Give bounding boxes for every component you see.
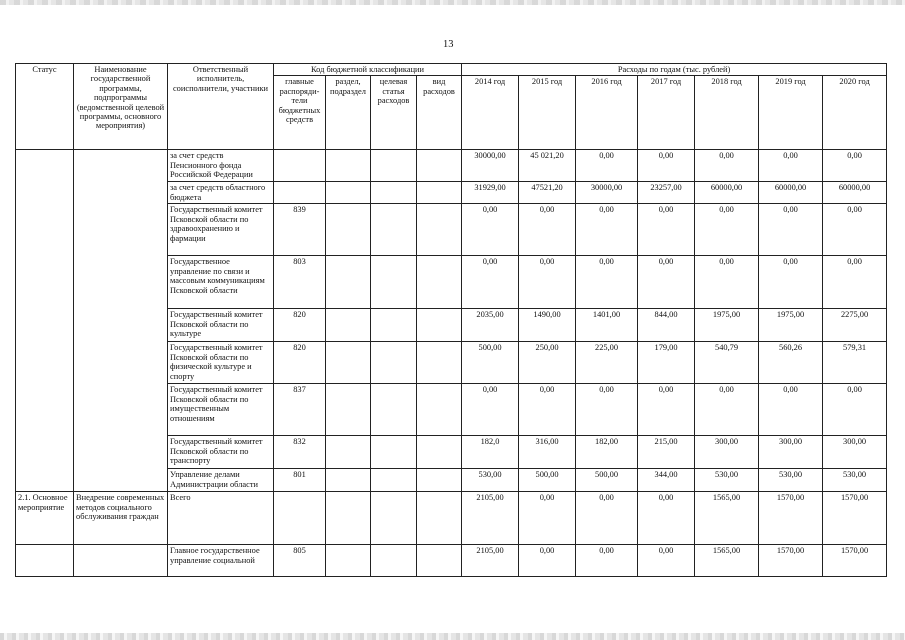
value-2018: 0,00 [695, 204, 759, 256]
article-code-cell [371, 436, 417, 469]
section-code-cell [326, 469, 371, 492]
value-2015: 0,00 [519, 492, 576, 545]
value-2020: 2275,00 [823, 309, 887, 342]
value-2015: 47521,20 [519, 182, 576, 204]
value-2019: 1975,00 [759, 309, 823, 342]
status-cell-empty [16, 150, 74, 492]
type-code-cell [417, 204, 462, 256]
value-2020: 1570,00 [823, 492, 887, 545]
gr-code-cell: 832 [274, 436, 326, 469]
header-code-article: целевая статья расходов [371, 76, 417, 150]
value-2016: 0,00 [576, 545, 638, 577]
value-2014: 0,00 [462, 256, 519, 309]
header-code-gr: главные распоряди-тели бюджетных средств [274, 76, 326, 150]
executor-cell: Государственный комитет Псковской области по здравоохранению и фармации [168, 204, 274, 256]
value-2019: 0,00 [759, 150, 823, 182]
executor-cell: Всего [168, 492, 274, 545]
value-2018: 0,00 [695, 256, 759, 309]
value-2014: 31929,00 [462, 182, 519, 204]
name-cell-empty [74, 150, 168, 492]
header-year-2020: 2020 год [823, 76, 887, 150]
header-row-groups [16, 64, 887, 76]
gr-code-cell [274, 182, 326, 204]
value-2016: 500,00 [576, 469, 638, 492]
name-cell-empty [74, 545, 168, 577]
value-2014: 0,00 [462, 384, 519, 436]
value-2014: 500,00 [462, 342, 519, 384]
article-code-cell [371, 150, 417, 182]
value-2020: 60000,00 [823, 182, 887, 204]
table-row-event-sub [16, 545, 887, 577]
gr-code-cell: 820 [274, 309, 326, 342]
article-code-cell [371, 545, 417, 577]
type-code-cell [417, 436, 462, 469]
value-2017: 215,00 [638, 436, 695, 469]
value-2020: 1570,00 [823, 545, 887, 577]
value-2017: 844,00 [638, 309, 695, 342]
gr-code-cell: 839 [274, 204, 326, 256]
executor-cell: Главное государственное управление социальной [168, 545, 274, 577]
value-2020: 0,00 [823, 256, 887, 309]
value-2018: 1565,00 [695, 545, 759, 577]
header-year-2017: 2017 год [638, 76, 695, 150]
gr-code-cell: 820 [274, 342, 326, 384]
executor-cell: за счет средств Пенсионного фонда Российской Федерации [168, 150, 274, 182]
value-2019: 1570,00 [759, 545, 823, 577]
type-code-cell [417, 492, 462, 545]
value-2017: 0,00 [638, 492, 695, 545]
article-code-cell [371, 492, 417, 545]
value-2017: 0,00 [638, 256, 695, 309]
scan-edge-top [0, 0, 905, 5]
value-2016: 30000,00 [576, 182, 638, 204]
value-2018: 530,00 [695, 469, 759, 492]
value-2016: 0,00 [576, 384, 638, 436]
executor-cell: Государственное управление по связи и массовым коммуникациям Псковской области [168, 256, 274, 309]
executor-cell: Государственный комитет Псковской области по имущественным отношениям [168, 384, 274, 436]
type-code-cell [417, 256, 462, 309]
value-2015: 500,00 [519, 469, 576, 492]
article-code-cell [371, 256, 417, 309]
gr-code-cell: 837 [274, 384, 326, 436]
article-code-cell [371, 469, 417, 492]
value-2019: 60000,00 [759, 182, 823, 204]
section-code-cell [326, 150, 371, 182]
value-2019: 0,00 [759, 204, 823, 256]
section-code-cell [326, 309, 371, 342]
type-code-cell [417, 182, 462, 204]
executor-cell: Государственный комитет Псковской области по культуре [168, 309, 274, 342]
header-year-2019: 2019 год [759, 76, 823, 150]
event-status-cell: 2.1. Основное мероприятие [16, 492, 74, 545]
gr-code-cell: 805 [274, 545, 326, 577]
article-code-cell [371, 342, 417, 384]
value-2019: 1570,00 [759, 492, 823, 545]
type-code-cell [417, 469, 462, 492]
article-code-cell [371, 204, 417, 256]
table-row-event-total [16, 492, 887, 545]
value-2014: 0,00 [462, 204, 519, 256]
value-2015: 316,00 [519, 436, 576, 469]
value-2014: 530,00 [462, 469, 519, 492]
header-year-2014: 2014 год [462, 76, 519, 150]
header-budget-code-group: Код бюджетной классификации [274, 64, 462, 76]
scan-edge-bottom [0, 633, 905, 640]
article-code-cell [371, 309, 417, 342]
article-code-cell [371, 182, 417, 204]
value-2017: 23257,00 [638, 182, 695, 204]
gr-code-cell: 801 [274, 469, 326, 492]
type-code-cell [417, 150, 462, 182]
header-year-2018: 2018 год [695, 76, 759, 150]
value-2020: 300,00 [823, 436, 887, 469]
value-2017: 0,00 [638, 204, 695, 256]
value-2016: 225,00 [576, 342, 638, 384]
budget-table [15, 63, 887, 577]
article-code-cell [371, 384, 417, 436]
value-2014: 2035,00 [462, 309, 519, 342]
value-2017: 0,00 [638, 545, 695, 577]
value-2020: 0,00 [823, 384, 887, 436]
value-2016: 182,00 [576, 436, 638, 469]
value-2016: 1401,00 [576, 309, 638, 342]
value-2016: 0,00 [576, 204, 638, 256]
section-code-cell [326, 182, 371, 204]
executor-cell: за счет средств областного бюджета [168, 182, 274, 204]
type-code-cell [417, 342, 462, 384]
table-row [16, 150, 887, 182]
value-2016: 0,00 [576, 150, 638, 182]
event-name-cell: Внедрение современных методов социального обслуживания граждан [74, 492, 168, 545]
value-2020: 530,00 [823, 469, 887, 492]
section-code-cell [326, 545, 371, 577]
value-2018: 60000,00 [695, 182, 759, 204]
value-2018: 1565,00 [695, 492, 759, 545]
value-2015: 0,00 [519, 545, 576, 577]
header-code-section: раздел, подраздел [326, 76, 371, 150]
value-2015: 45 021,20 [519, 150, 576, 182]
value-2017: 179,00 [638, 342, 695, 384]
section-code-cell [326, 204, 371, 256]
value-2017: 0,00 [638, 150, 695, 182]
value-2017: 0,00 [638, 384, 695, 436]
section-code-cell [326, 384, 371, 436]
value-2015: 1490,00 [519, 309, 576, 342]
value-2020: 0,00 [823, 204, 887, 256]
section-code-cell [326, 342, 371, 384]
value-2019: 300,00 [759, 436, 823, 469]
header-status: Статус [16, 64, 74, 150]
gr-code-cell [274, 150, 326, 182]
header-name: Наименование государственной программы, подпрограммы (ведомственной целевой программы, основного мероприятия) [74, 64, 168, 150]
value-2016: 0,00 [576, 492, 638, 545]
value-2020: 579,31 [823, 342, 887, 384]
executor-cell: Государственный комитет Псковской области по транспорту [168, 436, 274, 469]
value-2015: 0,00 [519, 384, 576, 436]
value-2018: 540,79 [695, 342, 759, 384]
gr-code-cell [274, 492, 326, 545]
header-executor: Ответственный исполнитель, соисполнители, участники [168, 64, 274, 150]
section-code-cell [326, 436, 371, 469]
header-year-2015: 2015 год [519, 76, 576, 150]
value-2019: 560,26 [759, 342, 823, 384]
type-code-cell [417, 384, 462, 436]
value-2018: 0,00 [695, 150, 759, 182]
value-2015: 250,00 [519, 342, 576, 384]
gr-code-cell: 803 [274, 256, 326, 309]
executor-cell: Управление делами Администрации области [168, 469, 274, 492]
value-2015: 0,00 [519, 256, 576, 309]
section-code-cell [326, 256, 371, 309]
header-year-2016: 2016 год [576, 76, 638, 150]
value-2016: 0,00 [576, 256, 638, 309]
value-2018: 1975,00 [695, 309, 759, 342]
value-2019: 530,00 [759, 469, 823, 492]
header-code-type: вид расходов [417, 76, 462, 150]
type-code-cell [417, 309, 462, 342]
value-2014: 2105,00 [462, 545, 519, 577]
status-cell-empty [16, 545, 74, 577]
value-2020: 0,00 [823, 150, 887, 182]
value-2014: 2105,00 [462, 492, 519, 545]
value-2019: 0,00 [759, 256, 823, 309]
executor-cell: Государственный комитет Псковской области по физической культуре и спорту [168, 342, 274, 384]
value-2019: 0,00 [759, 384, 823, 436]
value-2015: 0,00 [519, 204, 576, 256]
value-2014: 30000,00 [462, 150, 519, 182]
value-2014: 182,0 [462, 436, 519, 469]
header-expenses-group: Расходы по годам (тыс. рублей) [462, 64, 887, 76]
value-2018: 300,00 [695, 436, 759, 469]
value-2017: 344,00 [638, 469, 695, 492]
type-code-cell [417, 545, 462, 577]
section-code-cell [326, 492, 371, 545]
value-2018: 0,00 [695, 384, 759, 436]
page-number: 13 [443, 39, 454, 50]
